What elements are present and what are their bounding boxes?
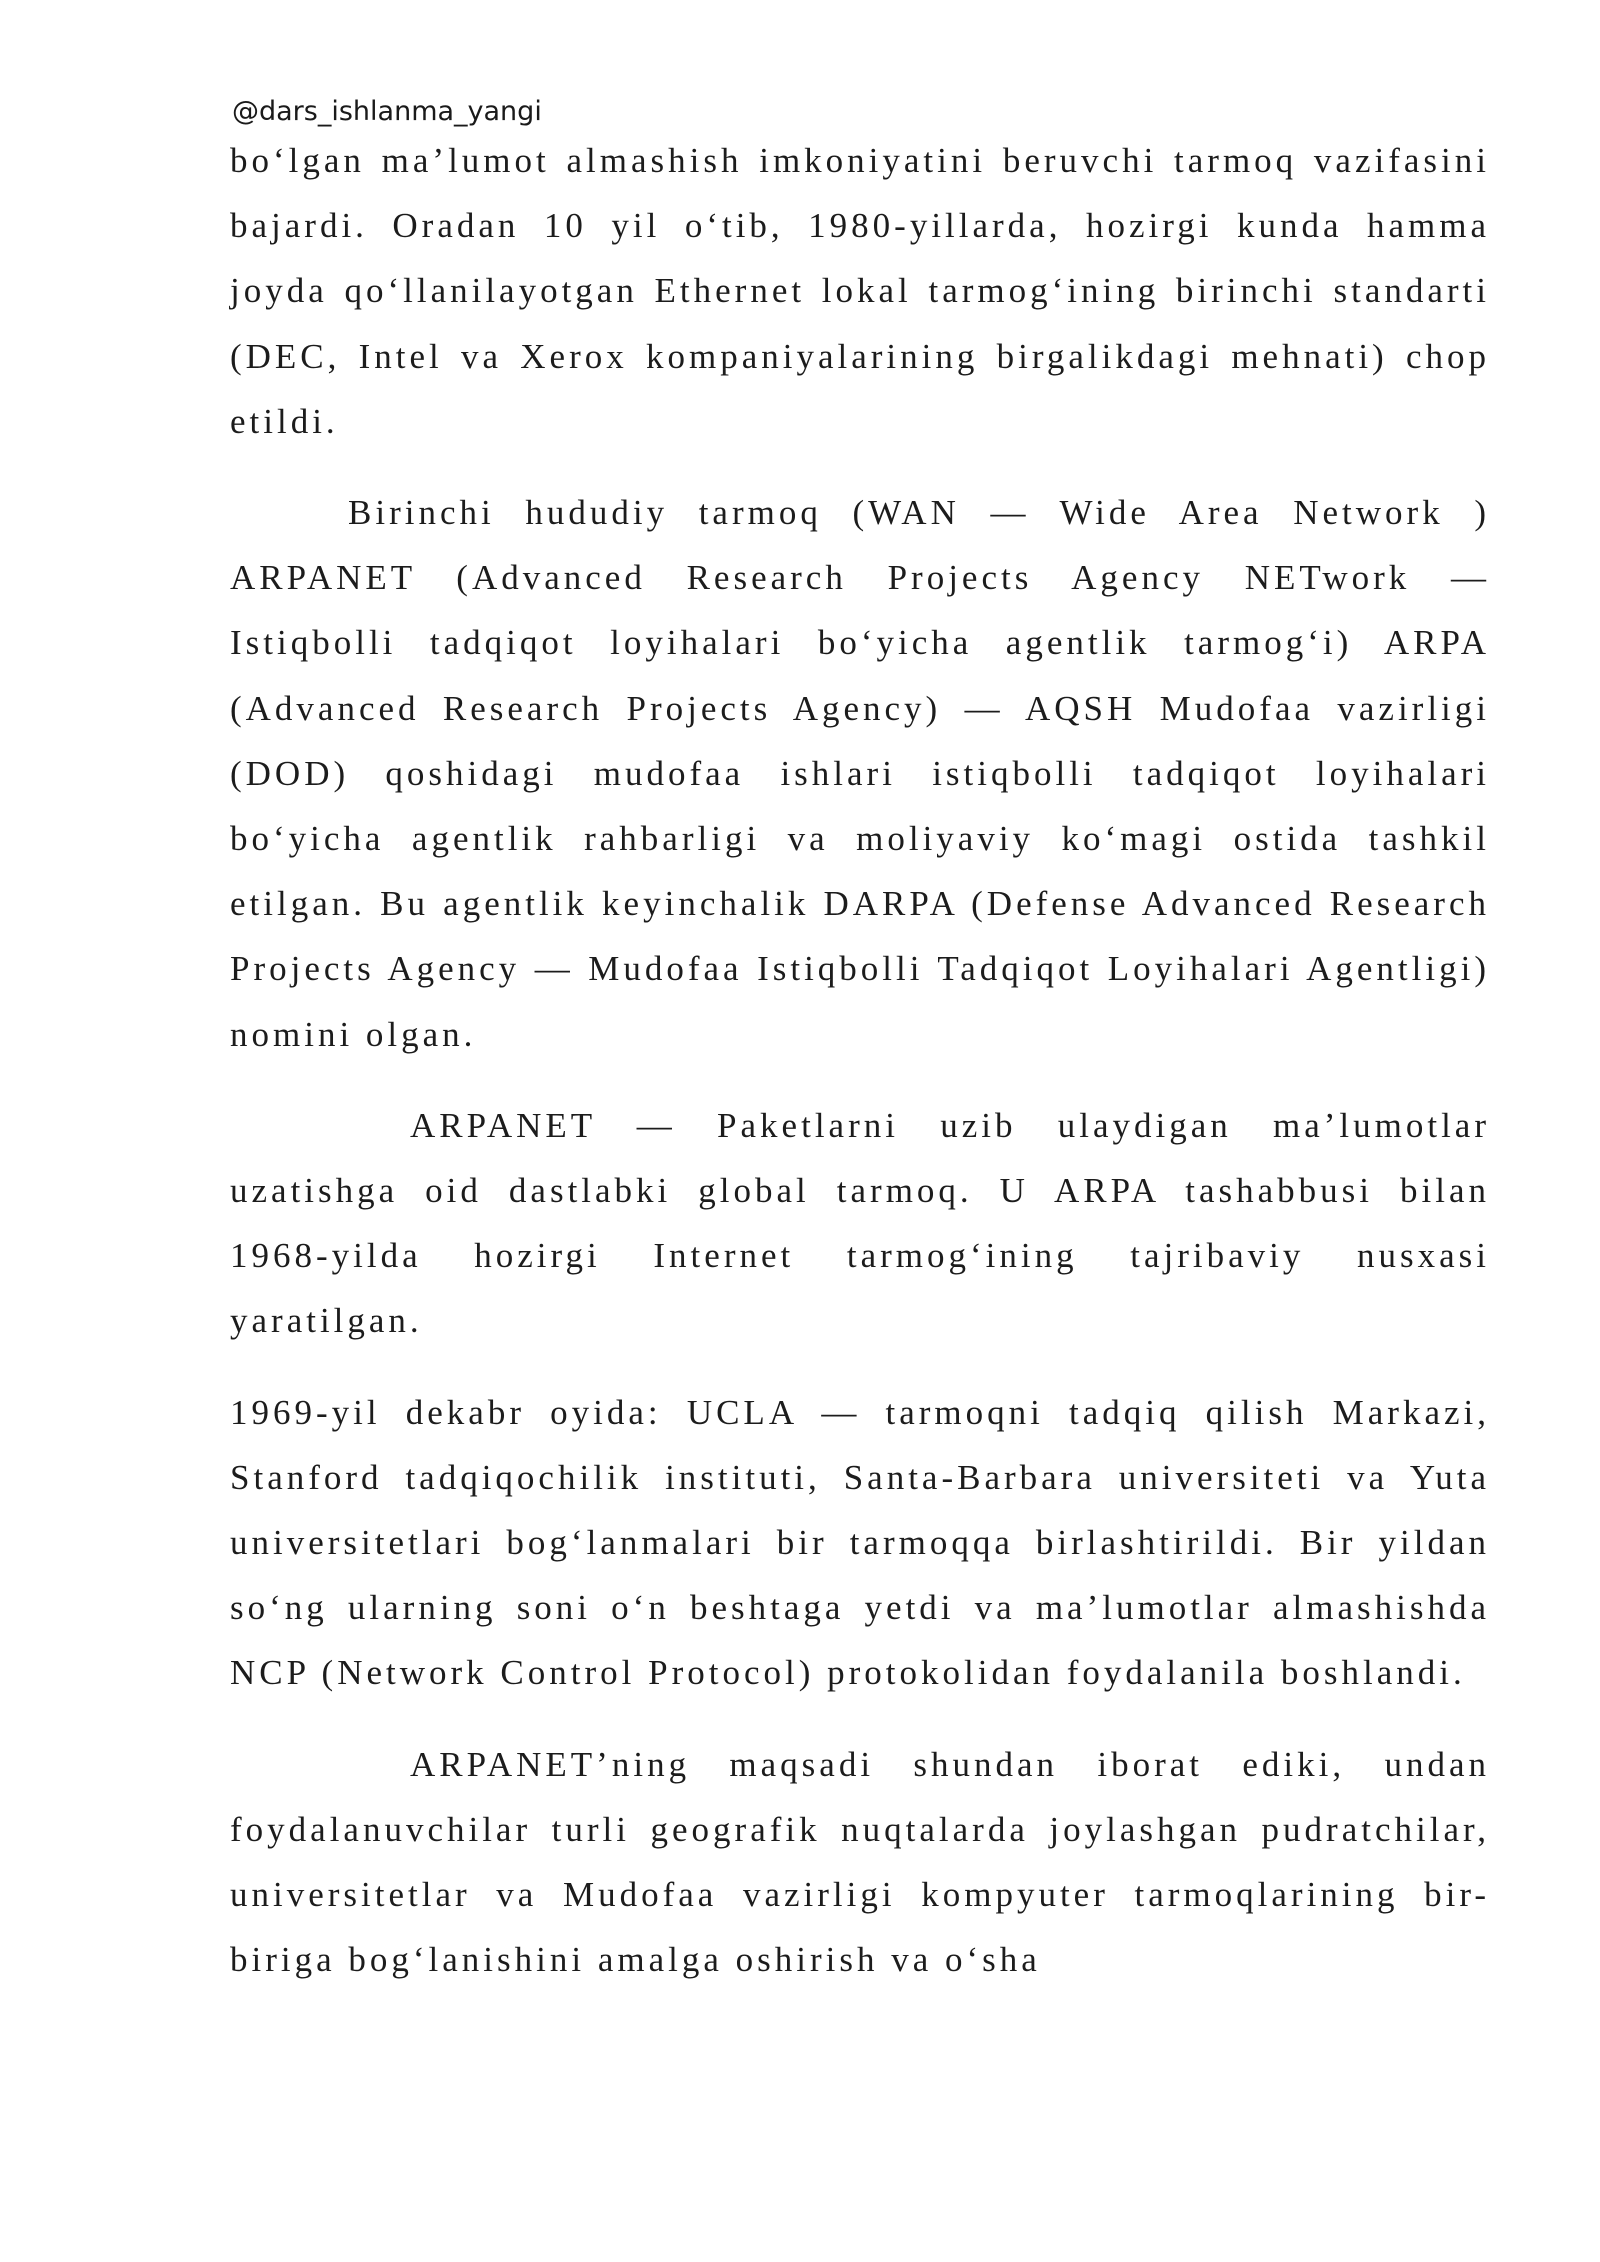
- paragraph-arpanet-purpose: ARPANET’ning maqsadi shundan iborat ediki, undan foydalanuvchilar turli geografik nuqtalarda joylashgan pudratchilar, universitetlar va Mudofaa vazirligi kompyuter tarmoqlarining bir-biriga bog‘lanishini amalga oshirish va o‘sha: [230, 1744, 1490, 1980]
- paragraph-ethernet-standard: bo‘lgan ma’lumot almashish imkoniyatini beruvchi tarmoq vazifasini bajardi. Oradan 10 yil o‘tib, 1980-yillarda, hozirgi kunda hamma joyda qo‘llanilayotgan Ethernet lokal tarmog‘ining birinchi standarti (DEC, Intel va Xerox kompaniyalarining birgalikdagi mehnati) chop etildi.: [230, 141, 1490, 441]
- document-body: [230, 128, 1490, 2018]
- channel-watermark: @dars_ishlanma_yangi: [232, 96, 542, 127]
- paragraph-arpanet-definition: ARPANET — Paketlarni uzib ulaydigan ma’lumotlar uzatishga oid dastlabki global tarmoq. U ARPA tashabbusi bilan 1968-yilda hozirgi Internet tarmog‘ining tajribaviy nusxasi yaratilgan.: [230, 1105, 1490, 1341]
- paragraph-arpanet-wan: Birinchi hududiy tarmoq (WAN — Wide Area Network ) ARPANET (Advanced Research Projects Agency NETwork — Istiqbolli tadqiqot loyihalari bo‘yicha agentlik tarmog‘i) ARPA (Advanced Research Projects Agency) — AQSH Mudofaa vazirligi (DOD) qoshidagi mudofaa ishlari istiqbolli tadqiqot loyihalari bo‘yicha agentlik rahbarligi va moliyaviy ko‘magi ostida tashkil etilgan. Bu agentlik keyinchalik DARPA (Defense Advanced Research Projects Agency — Mudofaa Istiqbolli Tadqiqot Loyihalari Agentligi) nomini olgan.: [230, 493, 1490, 1054]
- paragraph-1969-network: 1969-yil dekabr oyida: UCLA — tarmoqni tadqiq qilish Markazi, Stanford tadqiqochilik instituti, Santa-Barbara universiteti va Yuta universitetlari bog‘lanmalari bir tarmoqqa birlashtirildi. Bir yildan so‘ng ularning soni o‘n beshtaga yetdi va ma’lumotlar almashishda NCP (Network Control Protocol) protokolidan foydalanila boshlandi.: [230, 1392, 1490, 1693]
